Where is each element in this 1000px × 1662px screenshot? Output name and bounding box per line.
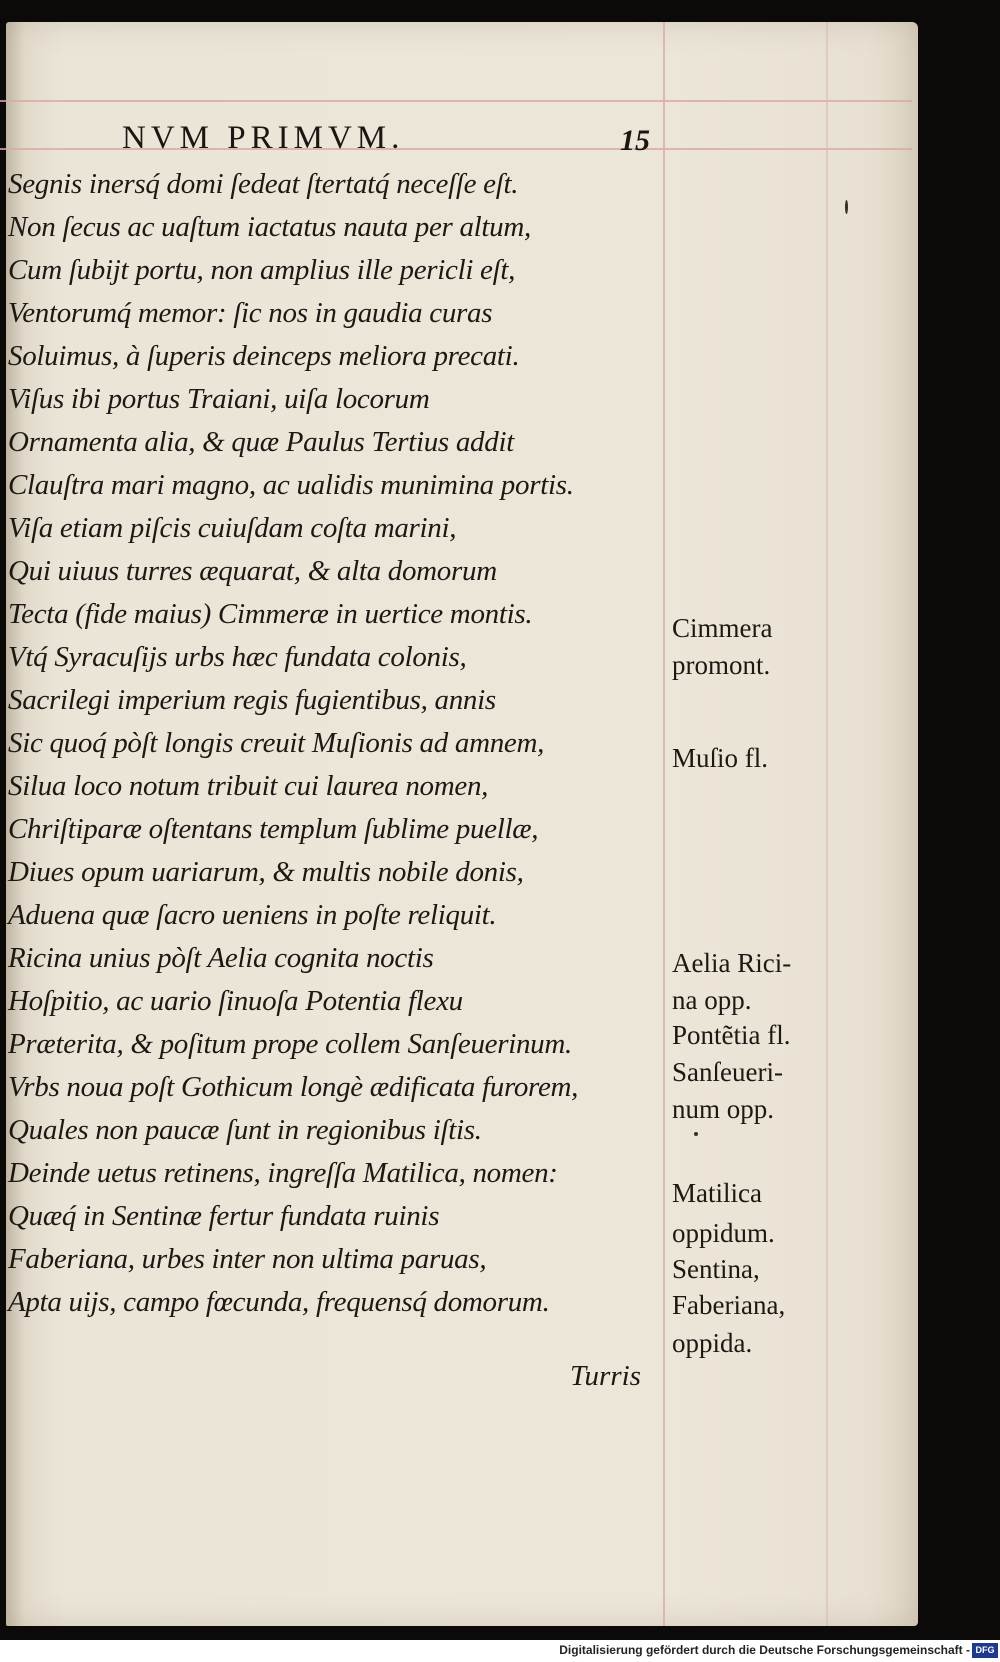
verse-line: Clauſtra mari magno, ac ualidis munimina portis.: [8, 469, 574, 501]
footer-bar: [0, 1640, 1000, 1662]
running-header: NVM PRIMVM.: [122, 120, 405, 156]
verse-line: Cum ſubijt portu, non amplius ille pericli eſt,: [8, 254, 516, 286]
catchword: Turris: [570, 1360, 641, 1392]
verse-line: Diues opum uariarum, & multis nobile donis,: [8, 856, 524, 888]
margin-note: Sanſeueri-: [672, 1057, 783, 1087]
margin-note: Faberiana,: [672, 1290, 786, 1320]
margin-note: Pontẽtia fl.: [672, 1020, 791, 1050]
verse-line: Tecta (fide maius) Cimmeræ in uertice montis.: [8, 598, 533, 630]
verse-line: Ricina unius pòſt Aelia cognita noctis: [8, 942, 434, 974]
verse-line: Ornamenta alia, & quæ Paulus Tertius addit: [8, 426, 514, 458]
verse-line: Viſa etiam piſcis cuiuſdam coſta marini,: [8, 512, 457, 544]
verse-line: Deinde uetus retinens, ingreſſa Matilica, nomen:: [8, 1157, 558, 1189]
ruled-line-margin: [663, 22, 665, 1626]
verse-line: Hoſpitio, ac uario ſinuoſa Potentia flexu: [8, 985, 463, 1017]
verse-line: Sacrilegi imperium regis fugientibus, annis: [8, 684, 496, 716]
margin-note: num opp.: [672, 1094, 775, 1124]
verse-line: Quæq́ in Sentinæ fertur fundata ruinis: [8, 1200, 440, 1232]
margin-note: oppida.: [672, 1328, 753, 1358]
verse-line: Vrbs noua poſt Gothicum longè ædificata furorem,: [8, 1071, 579, 1103]
margin-note: oppidum.: [672, 1218, 775, 1248]
verse-line: Apta uijs, campo fœcunda, frequensq́ domorum.: [8, 1286, 550, 1318]
ruled-line-outer: [826, 22, 828, 1626]
verse-line: Segnis inersq́ domi ſedeat ſtertatq́ neceſſe eſt.: [8, 168, 519, 200]
verse-line: Quales non paucæ ſunt in regionibus iſtis.: [8, 1114, 482, 1146]
dfg-logo: DFG: [972, 1643, 998, 1658]
verse-line: Vtq́ Syracuſijs urbs hæc fundata colonis,: [8, 641, 467, 673]
ink-speck: [845, 200, 848, 214]
verse-line: Viſus ibi portus Traiani, uiſa locorum: [8, 383, 430, 415]
verse-line: Sic quoq́ pòſt longis creuit Muſionis ad amnem,: [8, 727, 545, 759]
verse-line: Ventorumq́ memor: ſic nos in gaudia curas: [8, 297, 493, 329]
folio-number: 15: [620, 124, 650, 157]
verse-line: Chriſtiparæ oſtentans templum ſublime puellæ,: [8, 813, 539, 845]
margin-note: Matilica: [672, 1178, 762, 1208]
footer-credit: Digitalisierung gefördert durch die Deutsche Forschungsgemeinschaft -: [559, 1643, 970, 1657]
margin-note: promont.: [672, 650, 771, 680]
margin-note: Aelia Rici-: [672, 948, 792, 978]
verse-line: Soluimus, à ſuperis deinceps meliora precati.: [8, 340, 520, 372]
margin-note: Cimmera: [672, 613, 773, 643]
verse-line: Silua loco notum tribuit cui laurea nomen,: [8, 770, 489, 802]
margin-note: na opp.: [672, 985, 752, 1015]
margin-note: Muſio fl.: [672, 743, 769, 773]
ruled-line-top: [0, 100, 912, 102]
margin-note: Sentina,: [672, 1254, 760, 1284]
verse-line: Aduena quæ ſacro ueniens in poſte reliquit.: [8, 899, 497, 931]
verse-line: Qui uiuus turres æquarat, & alta domorum: [8, 555, 497, 587]
verse-line: Faberiana, urbes inter non ultima paruas,: [8, 1243, 487, 1275]
verse-line: Non ſecus ac uaſtum iactatus nauta per altum,: [8, 211, 531, 243]
ink-speck: [694, 1132, 698, 1136]
verse-line: Præterita, & poſitum prope collem Sanſeuerinum.: [8, 1028, 572, 1060]
